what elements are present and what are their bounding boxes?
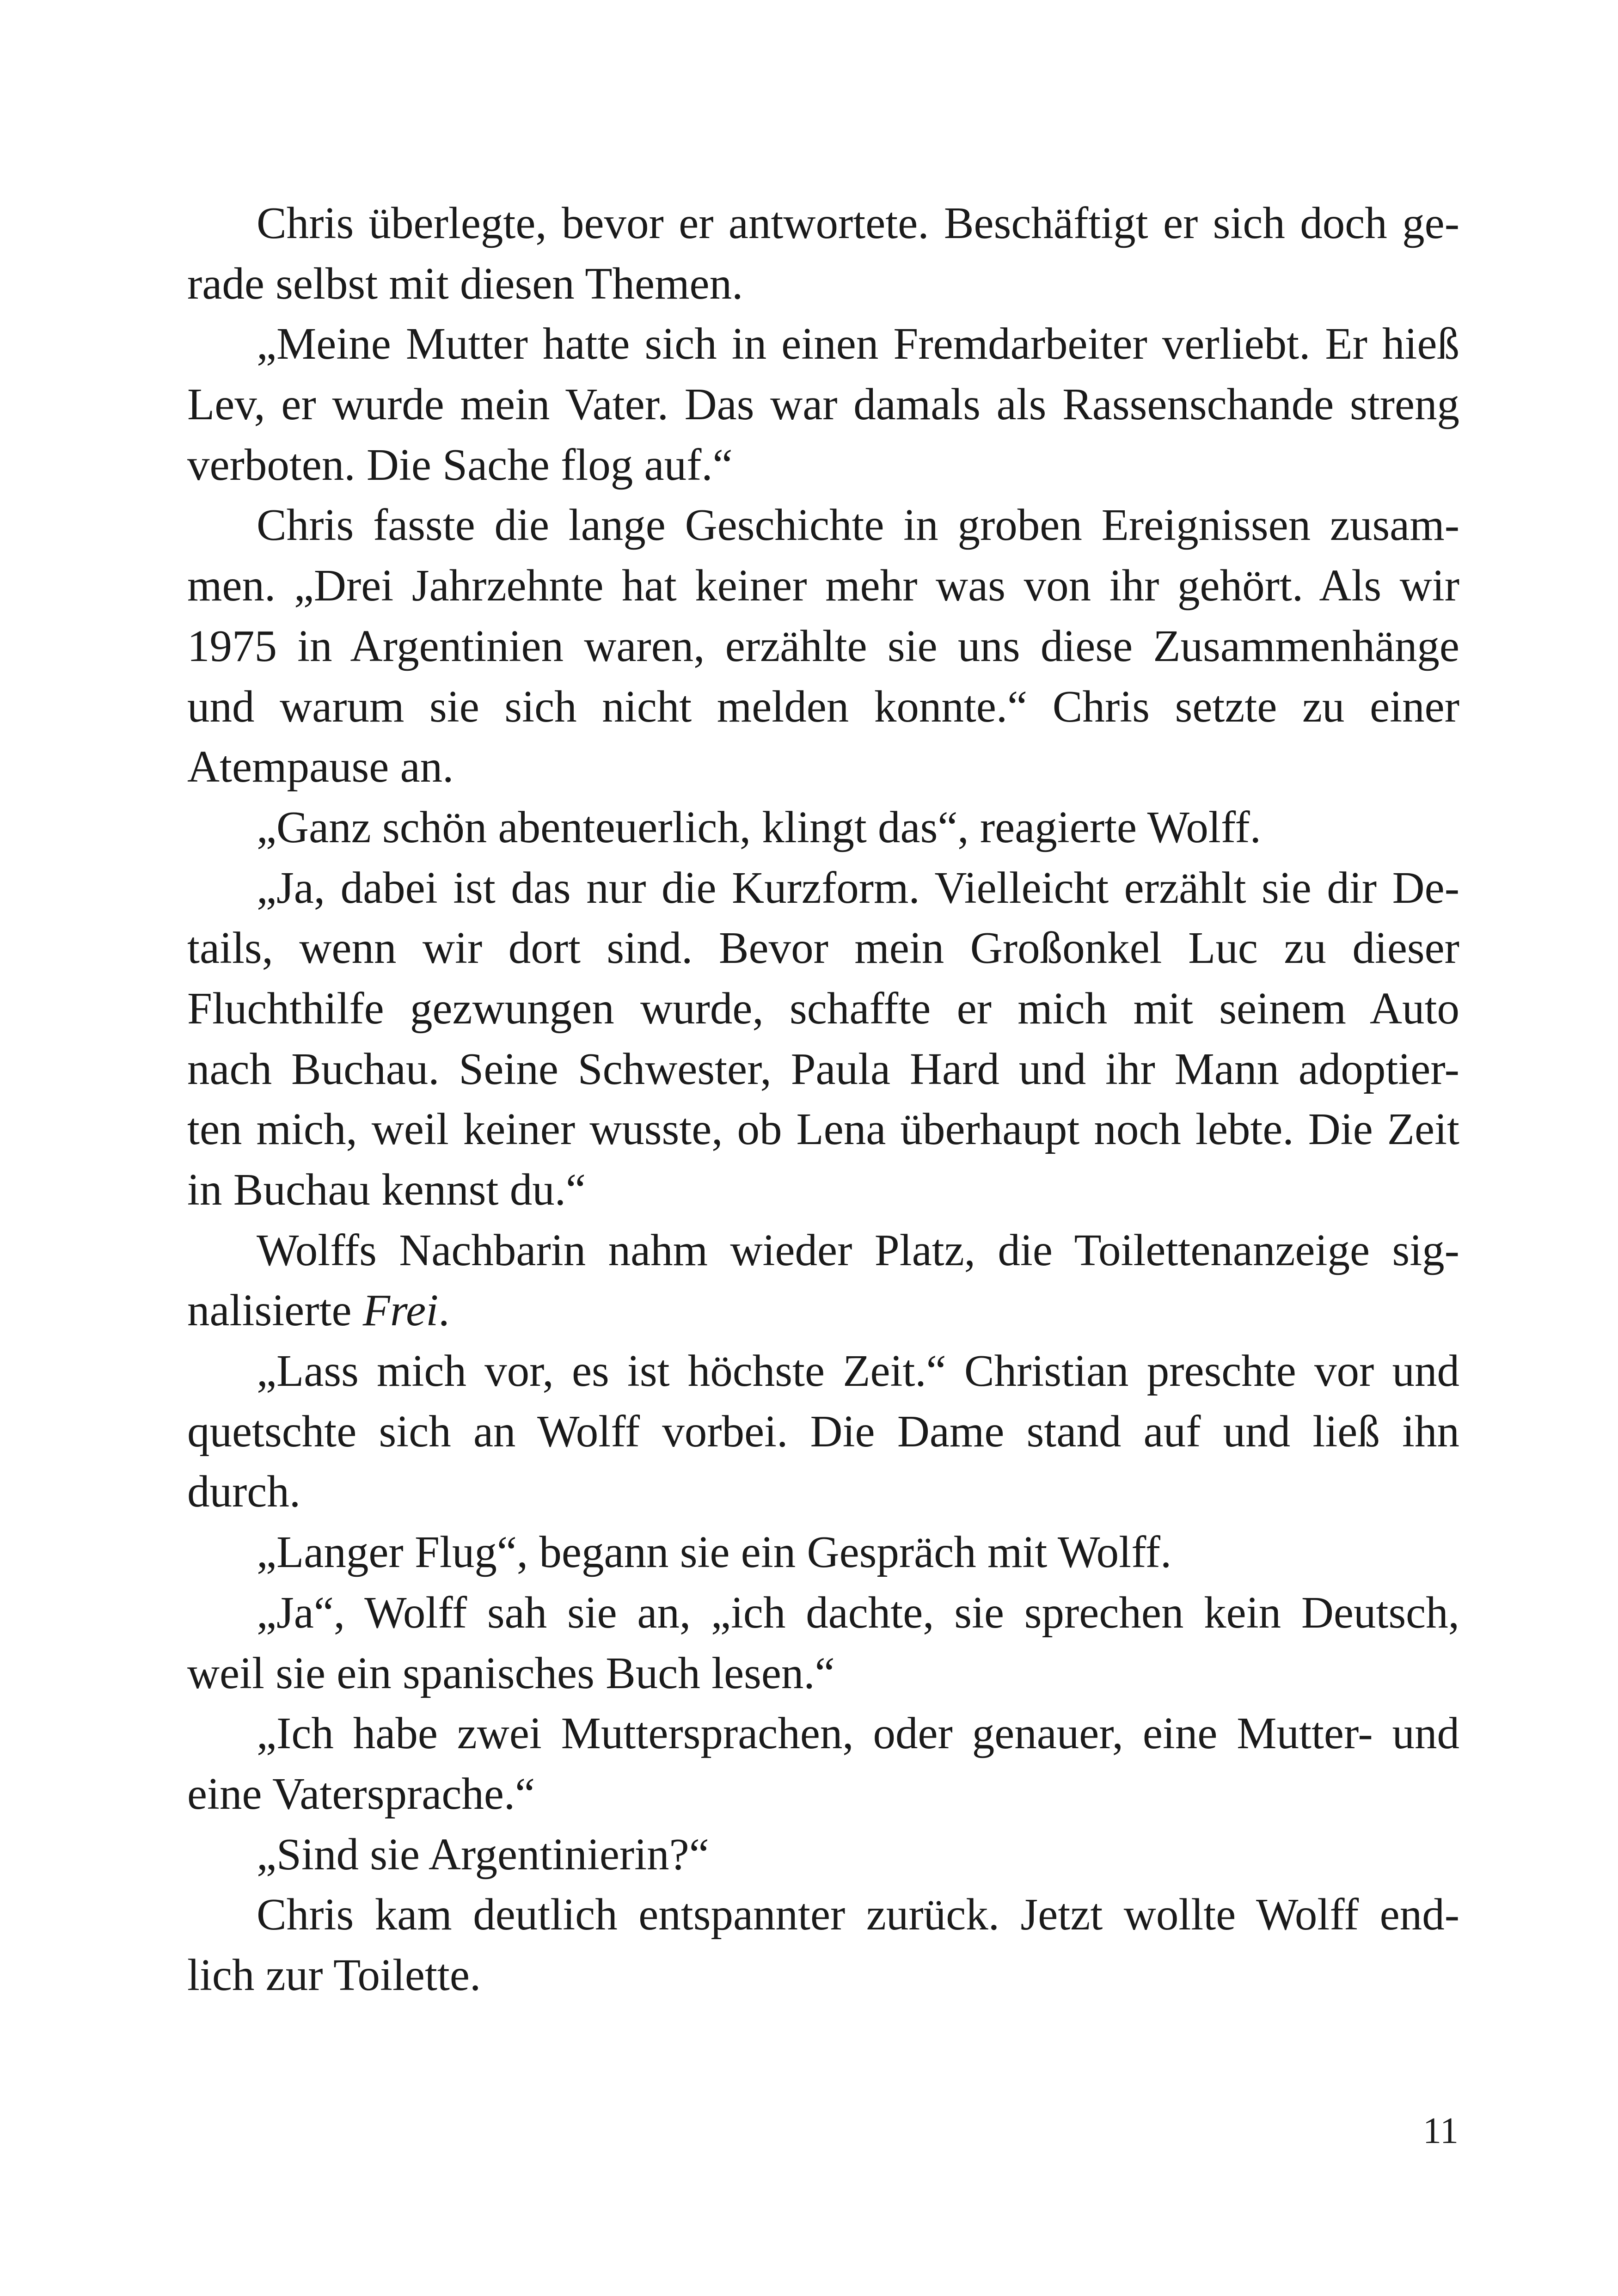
italic-text: Frei [362,1286,439,1335]
text-line: „Ja“, Wolff sah sie an, „ich dachte, sie sprechen kein Deutsch, [257,1587,1459,1637]
text-line: „Lass mich vor, es ist höchste Zeit.“ Christian preschte vor und [257,1346,1459,1396]
text-line: 1975 in Argentinien waren, erzählte sie uns diese Zusammenhänge [187,621,1459,671]
paragraph [187,1825,1459,1885]
paragraph [187,193,1459,314]
text-line: „Langer Flug“, begann sie ein Gespräch mit Wolff. [257,1527,1172,1577]
paragraph [187,1583,1459,1703]
text-line: Wolffs Nachbarin nahm wieder Platz, die Toilettenanzeige sig- [257,1225,1459,1275]
text-line: Lev, er wurde mein Vater. Das war damals als Rassenschande streng [187,380,1459,429]
text-line: verboten. Die Sache flog auf.“ [187,440,733,490]
paragraph [187,1522,1459,1583]
text-line: durch. [187,1467,301,1517]
page-number: 11 [1422,2111,1459,2151]
text-line: Chris fasste die lange Geschichte in groben Ereignissen zusam- [257,500,1459,550]
text-line: „Ich habe zwei Muttersprachen, oder genauer, eine Mutter- und [257,1708,1459,1758]
text-line: in Buchau kennst du.“ [187,1165,586,1214]
paragraph [187,1220,1459,1341]
text-line: Chris kam deutlich entspannter zurück. Jetzt wollte Wolff end- [257,1890,1459,1940]
text-line: rade selbst mit diesen Themen. [187,258,743,308]
text-segment: nalisierte [187,1286,363,1335]
text-line: „Meine Mutter hatte sich in einen Fremdarbeiter verliebt. Er hieß [257,319,1459,369]
text-line [187,1280,1459,1341]
paragraph [187,314,1459,495]
paragraph [187,797,1459,858]
paragraph [187,495,1459,797]
text-line: quetschte sich an Wolff vorbei. Die Dame stand auf und ließ ihn [187,1406,1459,1456]
paragraph [187,1341,1459,1522]
text-line: „Sind sie Argentinierin?“ [257,1829,709,1879]
text-line: „Ja, dabei ist das nur die Kurzform. Vielleicht erzählt sie dir De- [257,863,1459,912]
paragraph [187,858,1459,1220]
text-line: Chris überlegte, bevor er antwortete. Beschäftigt er sich doch ge- [257,198,1459,248]
text-line: lich zur Toilette. [187,1950,481,2000]
paragraph [187,1885,1459,2005]
text-line: ten mich, weil keiner wusste, ob Lena überhaupt noch lebte. Die Zeit [187,1104,1459,1154]
text-segment: . [438,1286,450,1335]
text-line: Atempause an. [187,742,454,792]
text-line: „Ganz schön abenteuerlich, klingt das“, reagierte Wolff. [257,802,1261,852]
text-line: und warum sie sich nicht melden konnte.“ Chris setzte zu einer [187,681,1459,731]
body-text [187,193,1459,2006]
text-line: weil sie ein spanisches Buch lesen.“ [187,1648,835,1698]
text-line: eine Vatersprache.“ [187,1769,535,1818]
text-line: tails, wenn wir dort sind. Bevor mein Großonkel Luc zu dieser [187,923,1459,973]
text-line: nach Buchau. Seine Schwester, Paula Hard und ihr Mann adoptier- [187,1044,1459,1094]
text-line: Fluchthilfe gezwungen wurde, schaffte er mich mit seinem Auto [187,983,1459,1033]
text-line: men. „Drei Jahrzehnte hat keiner mehr was von ihr gehört. Als wir [187,561,1459,611]
paragraph [187,1703,1459,1824]
